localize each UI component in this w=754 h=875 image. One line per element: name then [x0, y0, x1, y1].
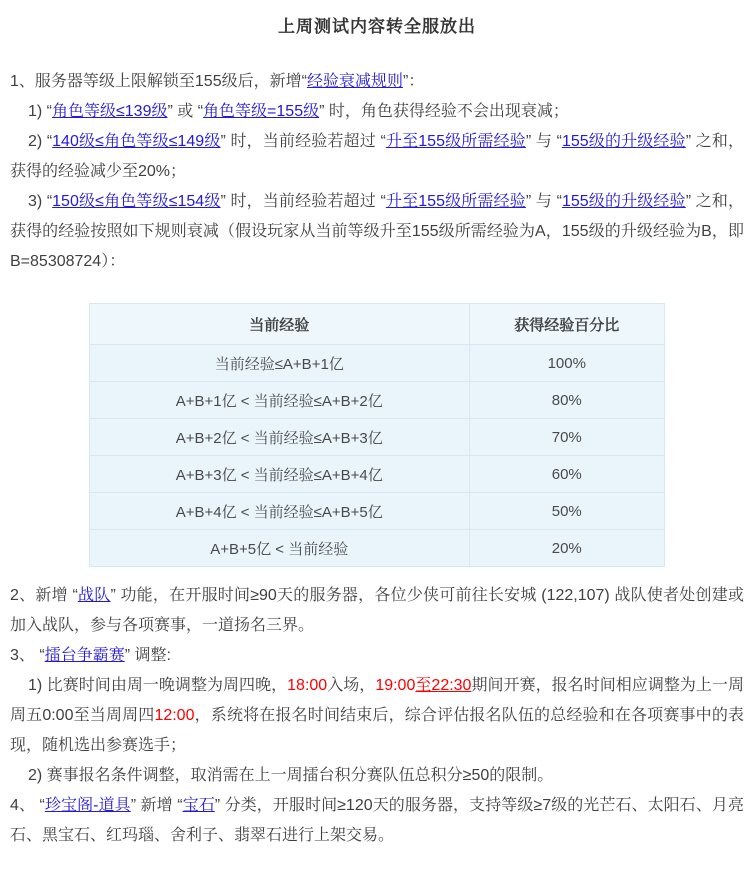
text-run: 2) 赛事报名条件调整，取消需在上一周擂台积分赛队伍总积分≥50的限制。	[28, 767, 554, 784]
inline-link[interactable]: 155级的升级经验	[561, 193, 686, 210]
text-run: 2、新增 “	[10, 587, 78, 604]
text-run: 4、 “	[10, 797, 45, 814]
table-cell: 当前经验≤A+B+1亿	[90, 345, 470, 382]
table-cell: A+B+5亿 < 当前经验	[90, 530, 470, 567]
inline-link[interactable]: 升至155级所需经验	[385, 193, 526, 210]
table-row	[90, 382, 665, 419]
paragraph-server-level-intro	[10, 67, 744, 97]
table-cell: A+B+1亿 < 当前经验≤A+B+2亿	[90, 382, 470, 419]
table-body	[90, 345, 665, 567]
table-cell: 70%	[469, 419, 665, 456]
paragraph-squad-feature	[10, 581, 744, 641]
text-run: 2) “	[28, 133, 53, 150]
inline-link[interactable]: 角色等级=155级	[203, 103, 320, 120]
paragraph-arena-signup	[10, 761, 744, 791]
column-header-exp-percent: 获得经验百分比	[469, 304, 665, 345]
paragraph-arena-adjust-heading	[10, 641, 744, 671]
table-cell: A+B+4亿 < 当前经验≤A+B+5亿	[90, 493, 470, 530]
highlight-text: 12:00	[154, 707, 195, 724]
text-run: ” 新增 “	[130, 797, 183, 814]
text-run: ” 时，当前经验若超过 “	[220, 133, 386, 150]
inline-link[interactable]: 140级≤角色等级≤149级	[52, 133, 221, 150]
text-run: 期间开赛，报名时间相应调整为上一周周五0:00至当周周四	[10, 677, 744, 724]
inline-link[interactable]: 150级≤角色等级≤154级	[52, 193, 221, 210]
text-run: 3、 “	[10, 647, 45, 664]
text-run: 1) “	[28, 103, 52, 120]
text-run: ” 调整:	[124, 647, 171, 664]
table-cell: A+B+2亿 < 当前经验≤A+B+3亿	[90, 419, 470, 456]
text-run: 3) “	[28, 193, 53, 210]
table-cell: 20%	[469, 530, 665, 567]
table-header-row	[90, 304, 665, 345]
table-row	[90, 493, 665, 530]
text-run: ” 之和，获得的经验减少至20%；	[10, 133, 744, 180]
paragraph-gem-trade	[10, 791, 744, 851]
inline-link[interactable]: 升至155级所需经验	[385, 133, 526, 150]
inline-link[interactable]: 155级的升级经验	[561, 133, 686, 150]
table-cell: 50%	[469, 493, 665, 530]
table-row	[90, 456, 665, 493]
text-run: ” 与 “	[525, 193, 562, 210]
text-run: 1、服务器等级上限解锁至155级后，新增“	[10, 73, 307, 90]
exp-decay-table	[89, 303, 665, 567]
text-run: ” 分类，开服时间≥120天的服务器，支持等级≥7级的光芒石、太阳石、月亮石、黑宝石、红玛瑙、舍利子、翡翠石进行上架交易。	[10, 797, 744, 844]
text-run: ” 或 “	[167, 103, 204, 120]
text-run: ” 时，当前经验若超过 “	[220, 193, 386, 210]
table-cell: A+B+3亿 < 当前经验≤A+B+4亿	[90, 456, 470, 493]
table-cell: 100%	[469, 345, 665, 382]
column-header-current-exp: 当前经验	[90, 304, 470, 345]
text-run: ，系统将在报名时间结束后，综合评估报名队伍的总经验和在各项赛事中的表现，随机选出参赛选手；	[10, 707, 744, 754]
table-cell: 80%	[469, 382, 665, 419]
text-run: 入场，	[327, 677, 376, 694]
inline-link[interactable]: 经验衰减规则	[306, 73, 403, 90]
text-run: ” 时，角色获得经验不会出现衰减；	[319, 103, 569, 120]
inline-link[interactable]: 宝石	[182, 797, 215, 814]
paragraph-rule-3	[10, 187, 744, 277]
table-row	[90, 345, 665, 382]
table-cell: 60%	[469, 456, 665, 493]
text-run: ” 功能，在开服时间≥90天的服务器，各位少侠可前往长安城 (122,107) 战队使者处创建或加入战队，参与各项赛事，一道扬名三界。	[10, 587, 744, 634]
table-row	[90, 530, 665, 567]
paragraph-arena-time	[10, 671, 744, 761]
paragraph-rule-1	[10, 97, 744, 127]
text-run: ” 之和，获得的经验按照如下规则衰减（假设玩家从当前等级升至155级所需经验为A，155级的升级经验为B，即B=85308724）：	[10, 193, 744, 270]
highlight-text: 18:00	[287, 677, 328, 694]
inline-link[interactable]: 战队	[77, 587, 111, 604]
text-run: 1) 比赛时间由周一晚调整为周四晚，	[28, 677, 288, 694]
paragraph-rule-2	[10, 127, 744, 187]
highlight-text: 至22:30	[415, 677, 472, 694]
page-title: 上周测试内容转全服放出	[278, 17, 476, 36]
inline-link[interactable]: 珍宝阁-道具	[44, 797, 131, 814]
table-row	[90, 419, 665, 456]
inline-link[interactable]: 擂台争霸赛	[44, 647, 125, 664]
highlight-text: 19:00	[375, 677, 416, 694]
text-run: ” 与 “	[525, 133, 562, 150]
text-run: ”：	[402, 73, 425, 90]
inline-link[interactable]: 角色等级≤139级	[52, 103, 168, 120]
